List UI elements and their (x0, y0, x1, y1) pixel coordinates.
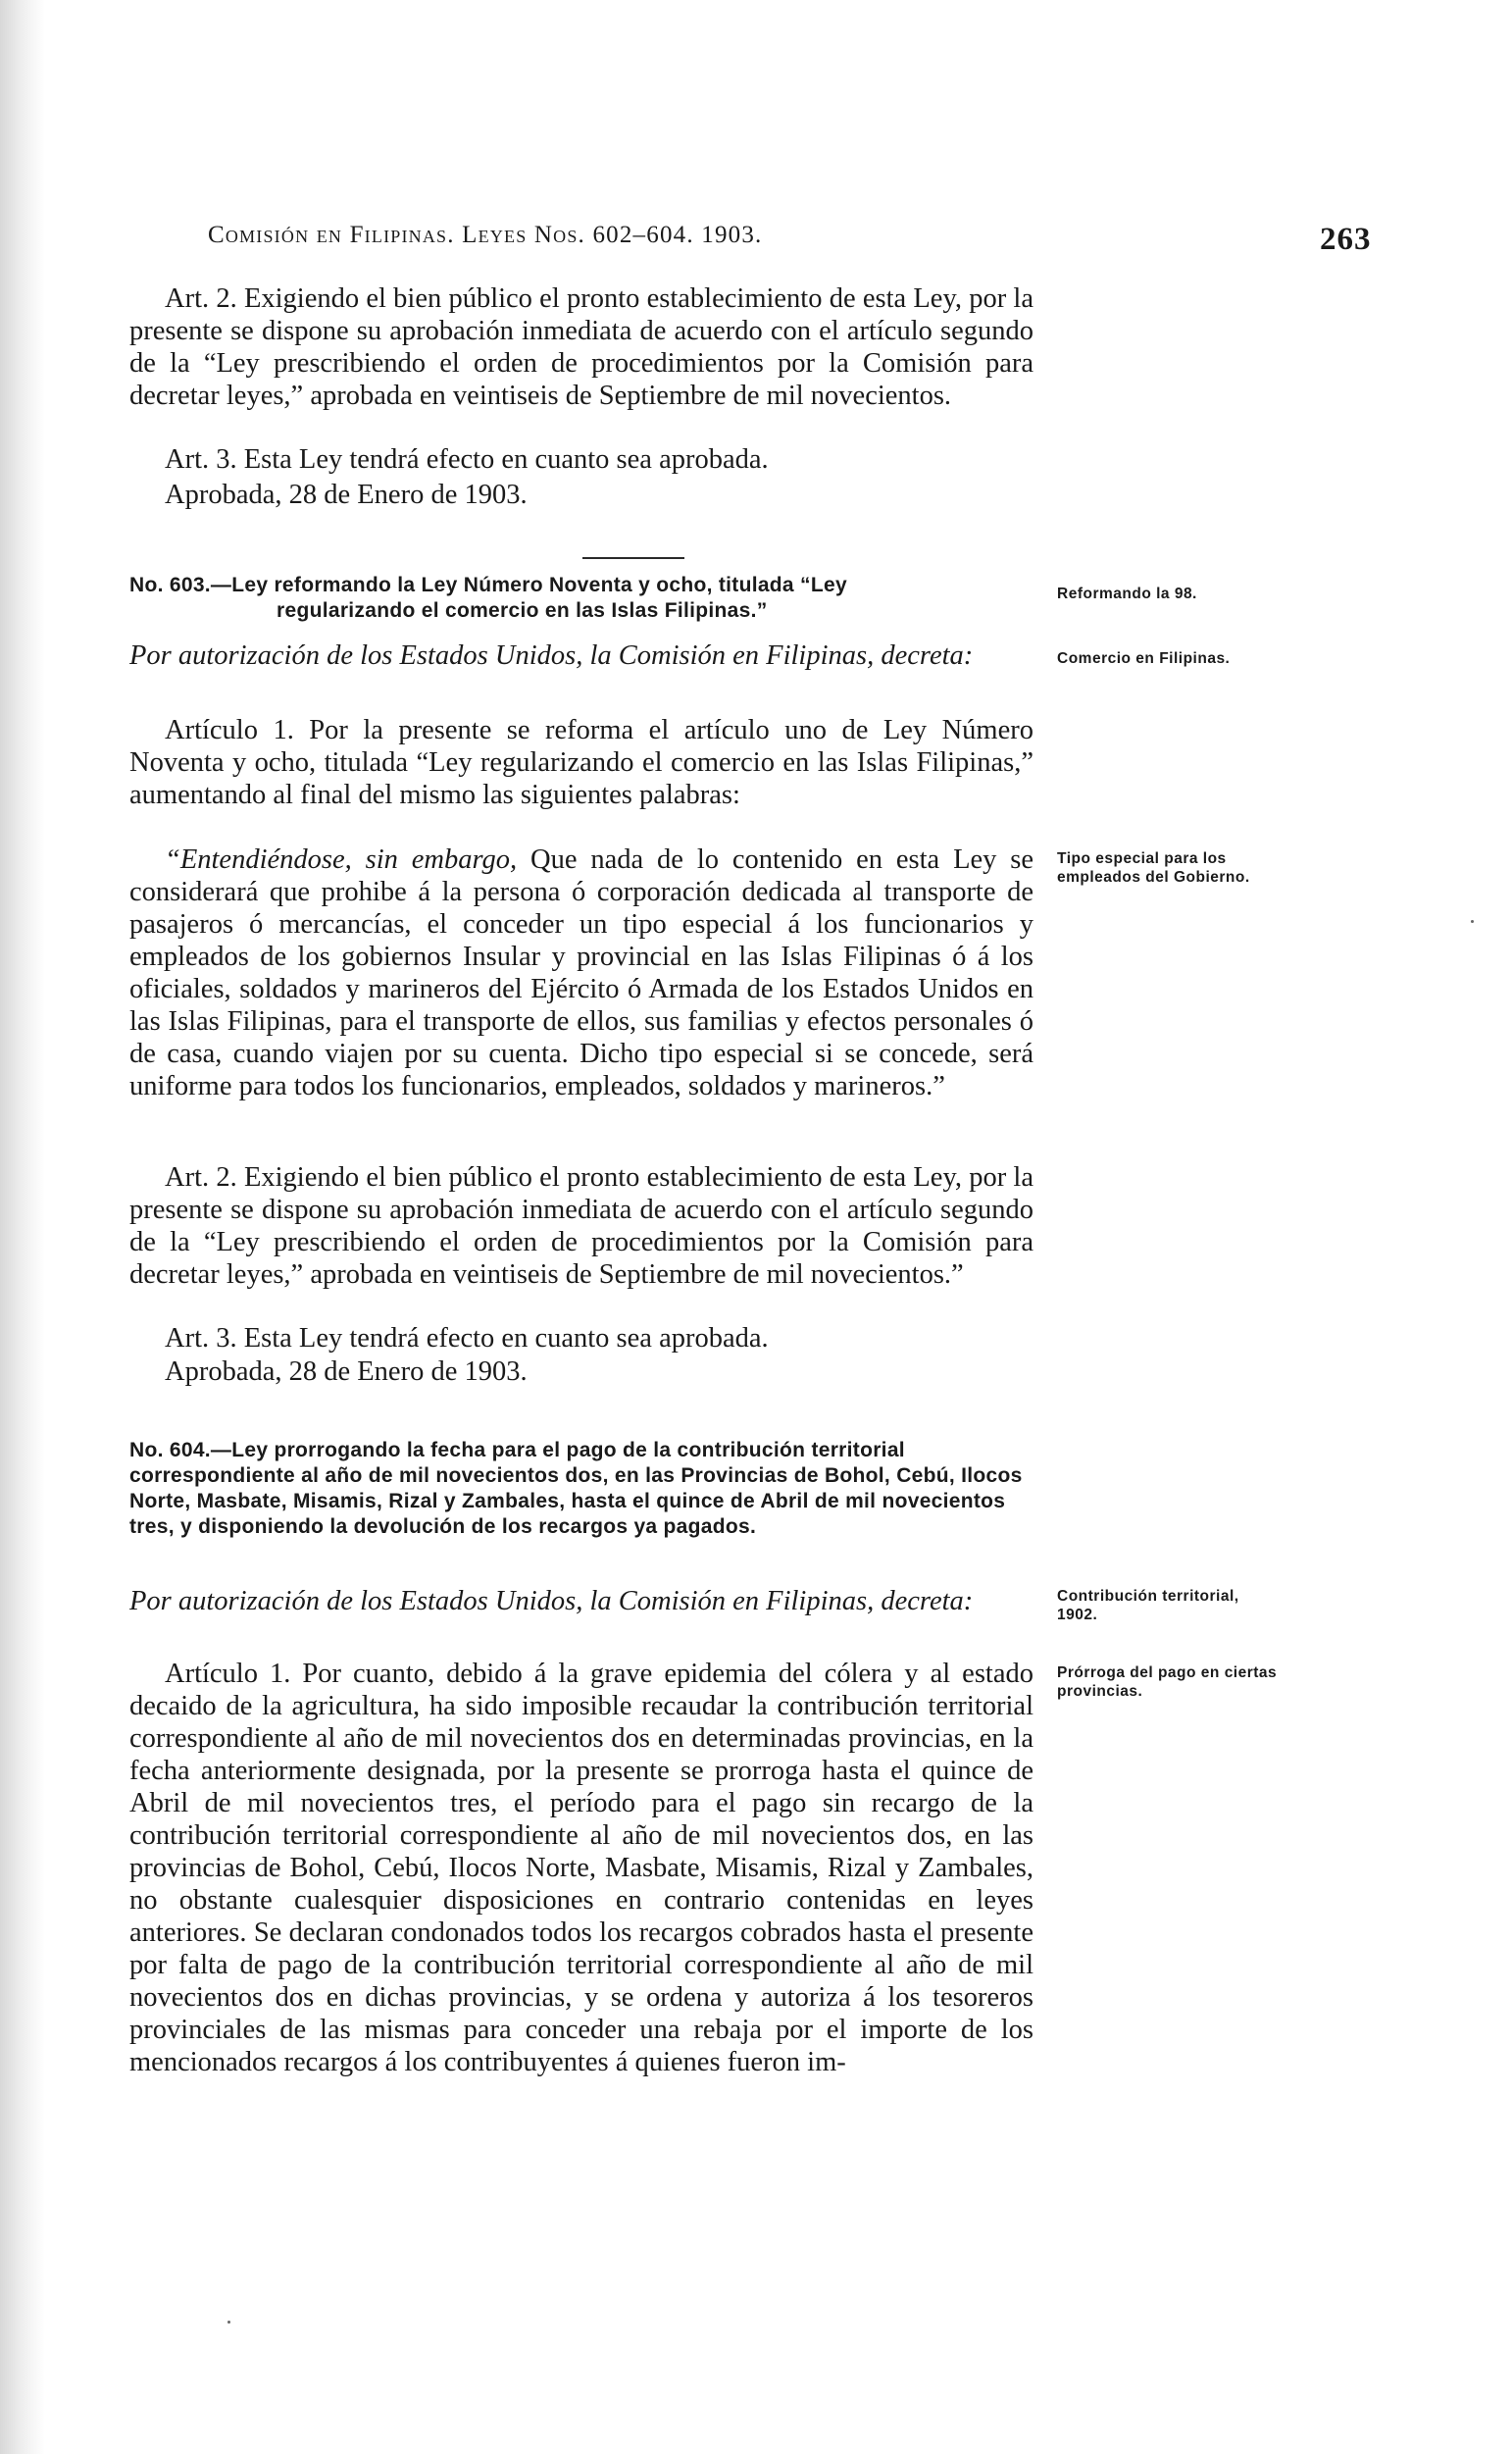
law-603-article-1: Artículo 1. Por la presente se reforma el artículo uno de Ley Número Noventa y ocho, titulada “Ley regularizando el comercio en las Islas Filipinas,” aumentando al final del mismo las siguientes palabras: (129, 715, 1033, 810)
scan-speck (1471, 920, 1474, 923)
law-604-enacting-clause: Por autorización de los Estados Unidos, la Comisión en Filipinas, decreta: (129, 1586, 974, 1616)
law-604-heading: No. 604.—Ley prorrogando la fecha para el pago de la contribución territorial correspondiente al año de mil novecientos dos, en las Provincias de Bohol, Cebú, Ilocos Norte, Masbate, Misamis, Rizal y Zambales, hasta el quince de Abril de mil novecientos tres, y disponiendo la devolución de los recargos ya pagados. (129, 1439, 1023, 1538)
law-603-article-2: Art. 2. Exigiendo el bien público el pronto establecimiento de esta Ley, por la presente se dispone su aprobación inmediata de acuerdo con el artículo segundo de la “Ley prescribiendo el orden de procedimientos por la Comisión para decretar leyes,” aprobada en veintiseis de Septiembre de mil novecientos.” (129, 1162, 1033, 1290)
law-602-article-2: Art. 2. Exigiendo el bien público el pronto establecimiento de esta Ley, por la presente se dispone su aprobación inmediata de acuerdo con el artículo segundo de la “Ley prescribiendo el orden de procedimientos por la Comisión para decretar leyes,” aprobada en veintiseis de Septiembre de mil novecientos. (129, 283, 1033, 411)
law-603-approval-date: Aprobada, 28 de Enero de 1903. (165, 1356, 528, 1387)
margin-note-reformando: Reformando la 98. (1057, 586, 1197, 602)
law-603-enacting-clause: Por autorización de los Estados Unidos, la Comisión en Filipinas, decreta: (129, 640, 974, 671)
margin-note-comercio: Comercio en Filipinas. (1057, 650, 1231, 667)
law-604-article-1: Artículo 1. Por cuanto, debido á la grave epidemia del cólera y al estado decaido de la agricultura, ha sido imposible recaudar la contribución territorial correspondiente al año de mil novecientos dos en determinadas provincias, en la fecha anteriormente designada, por la presente se prorroga hasta el quince de Abril de mil novecientos tres, el período para el pago sin recargo de la contribución territorial correspondiente al año de mil novecientos dos, en las provincias de Bohol, Cebú, Ilocos Norte, Masbate, Misamis, Rizal y Zambales, no obstante cualesquier disposiciones en contrario contenidas en leyes anteriores. Se declaran condonados todos los recargos cobrados hasta el presente por falta de pago de la contribución territorial correspondiente al año de mil novecientos dos en dichas provincias, y se ordena y autoriza á los tesoreros provinciales de las mismas para conceder una rebaja por el importe de los mencionados recargos á los contribuyentes á quienes fueron im- (129, 1659, 1033, 2077)
scan-speck (227, 2321, 230, 2324)
law-603-quote-lead: “Entendiéndose, sin embargo, (165, 844, 518, 875)
law-603-article-3: Art. 3. Esta Ley tendrá efecto en cuanto sea aprobada. (165, 1323, 769, 1354)
scan-shadow (0, 0, 45, 2454)
page-number: 263 (1320, 222, 1372, 257)
margin-note-contribucion: Contribución territorial, 1902. (1057, 1588, 1239, 1623)
law-602-article-3: Art. 3. Esta Ley tendrá efecto en cuanto sea aprobada. (165, 444, 769, 475)
law-603-heading-line-1: No. 603.—Ley reformando la Ley Número Noventa y ocho, titulada “Ley (129, 574, 847, 596)
law-602-approval-date: Aprobada, 28 de Enero de 1903. (165, 480, 528, 510)
margin-note-prorroga: Prórroga del pago en ciertas provincias. (1057, 1664, 1278, 1700)
section-divider (582, 557, 684, 559)
law-603-quoted-amendment (129, 844, 1033, 1102)
law-603-quote-body: Que nada de lo contenido en esta Ley se considerará que prohibe á la persona ó corporación dedicada al transporte de pasajeros ó mercancías, el conceder un tipo especial á los funcionarios y empleados de los gobiernos Insular y provincial en las Islas Filipinas ó á los oficiales, soldados y marineros del Ejército ó Armada de los Estados Unidos en las Islas Filipinas, para el transporte de ellos, sus familias y efectos personales ó de casa, cuando viajen por su cuenta. Dicho tipo especial si se concede, será uniforme para todos los funcionarios, empleados, soldados y marineros.” (129, 844, 1033, 1101)
margin-note-tipo-especial: Tipo especial para los empleados del Gobierno. (1057, 850, 1250, 886)
running-head: Comisión en Filipinas. Leyes Nos. 602–604. 1903. (208, 222, 763, 248)
law-603-heading-line-2: regularizando el comercio en las Islas Filipinas.” (277, 599, 768, 622)
